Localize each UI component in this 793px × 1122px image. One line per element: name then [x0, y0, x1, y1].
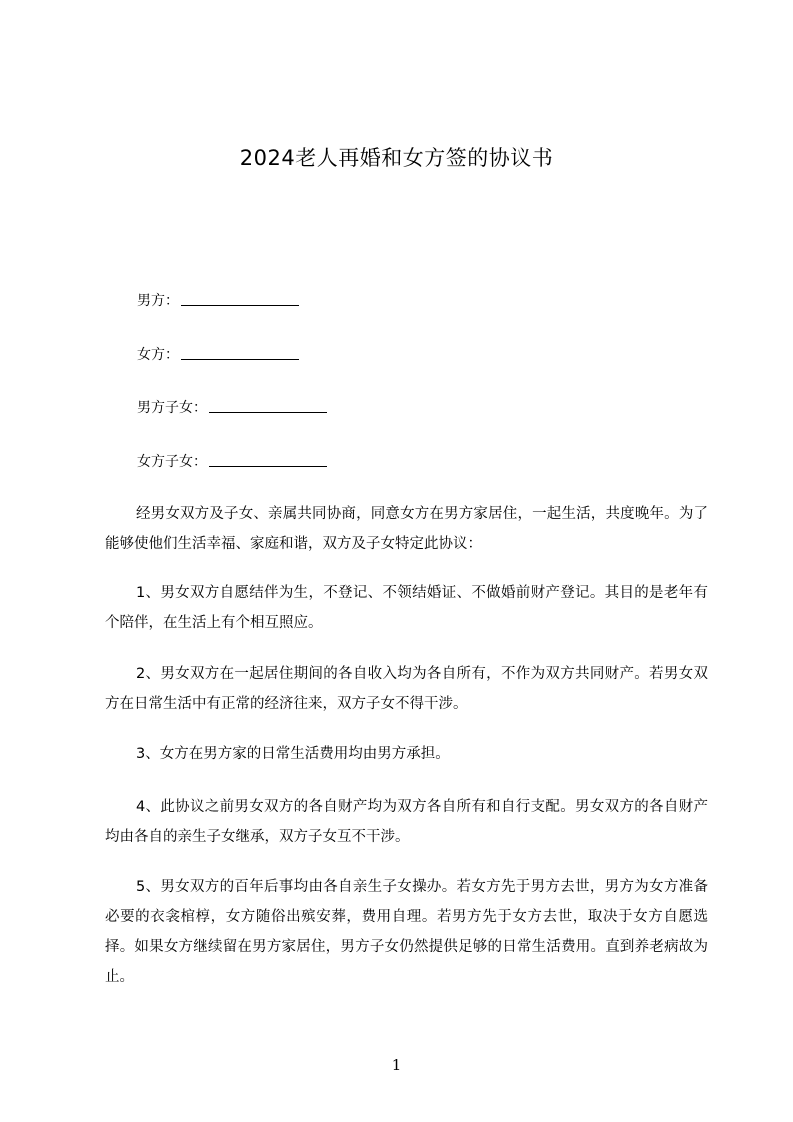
party-line-husband-children — [137, 398, 327, 418]
party-line-wife — [137, 345, 299, 365]
party-label-wife: 女方： — [137, 347, 179, 363]
party-blank-husband-children — [209, 398, 327, 413]
party-label-husband: 男方： — [137, 293, 179, 309]
document-title: 2024老人再婚和女方签的协议书 — [239, 146, 554, 170]
clause-5: 5、男女双方的百年后事均由各自亲生子女操办。若女方先于男方去世，男方为女方准备必要的衣衾棺椁，女方随俗出殡安葬，费用自理。若男方先于女方去世，取决于女方自愿选择。如果女方继续留在男方家居住，男方子女仍然提供足够的日常生活费用。直到养老病故为止。 — [105, 879, 708, 985]
clause-3: 3、女方在男方家的日常生活费用均由男方承担。 — [136, 746, 450, 762]
party-label-wife-children: 女方子女： — [137, 454, 207, 470]
clause-1: 1、男女双方自愿结伴为生，不登记、不领结婚证、不做婚前财产登记。其目的是老年有个陪伴，在生活上有个相互照应。 — [105, 585, 708, 631]
page-number: 1 — [391, 1056, 402, 1074]
party-blank-wife — [181, 345, 299, 360]
party-line-wife-children — [137, 452, 327, 472]
party-blank-wife-children — [209, 452, 327, 467]
intro-paragraph: 经男女双方及子女、亲属共同协商，同意女方在男方家居住，一起生活，共度晚年。为了能够使他们生活幸福、家庭和谐，双方及子女特定此协议： — [105, 506, 708, 552]
party-label-husband-children: 男方子女： — [137, 400, 207, 416]
party-line-husband — [137, 291, 299, 311]
clause-2: 2、男女双方在一起居住期间的各自收入均为各自所有，不作为双方共同财产。若男女双方在日常生活中有正常的经济往来，双方子女不得干涉。 — [105, 666, 708, 712]
party-blank-husband — [181, 291, 299, 306]
clause-4: 4、此协议之前男女双方的各自财产均为双方各自所有和自行支配。男女双方的各自财产均由各自的亲生子女继承，双方子女互不干涉。 — [105, 799, 708, 845]
